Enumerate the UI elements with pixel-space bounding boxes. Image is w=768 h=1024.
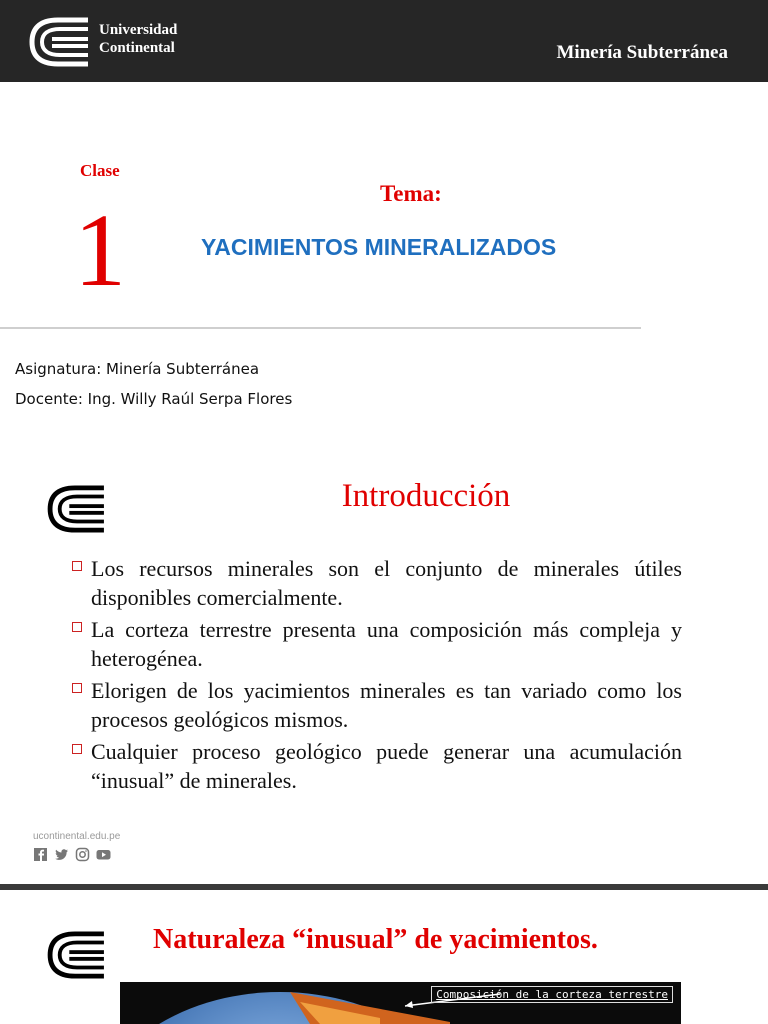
facebook-icon[interactable] xyxy=(33,847,48,862)
clase-number: 1 xyxy=(74,193,126,308)
earth-crust-image xyxy=(120,982,681,1024)
docente-text: Docente: Ing. Willy Raúl Serpa Flores xyxy=(15,390,293,408)
image-caption: Composición de la corteza terrestre xyxy=(431,986,673,1003)
list-item: Los recursos minerales son el conjunto de minerales útiles disponibles comercialmente. xyxy=(72,554,682,612)
clase-label: Clase xyxy=(80,161,120,180)
slide-title-naturaleza: Naturaleza “inusual” de yacimientos. xyxy=(153,924,598,955)
social-links xyxy=(33,847,111,862)
list-item: Cualquier proceso geológico puede generar una acumulación “inusual” de minerales. xyxy=(72,737,682,795)
asignatura-text: Asignatura: Minería Subterránea xyxy=(15,360,260,378)
university-logo-icon xyxy=(46,930,108,980)
list-item: Elorigen de los yacimientos minerales es tan variado como los procesos geológicos mismos. xyxy=(72,676,682,734)
slide-gap xyxy=(0,432,768,442)
bullet-square-icon xyxy=(72,622,82,632)
divider xyxy=(0,327,641,329)
university-name: Universidad Continental xyxy=(99,22,178,56)
instagram-icon[interactable] xyxy=(75,847,90,862)
slide-naturaleza xyxy=(0,890,768,1024)
youtube-icon[interactable] xyxy=(96,847,111,862)
tema-title: YACIMIENTOS MINERALIZADOS xyxy=(201,234,557,260)
slide-introduccion xyxy=(0,442,768,884)
bullet-square-icon xyxy=(72,683,82,693)
university-logo-icon xyxy=(28,16,92,68)
footer-url[interactable]: ucontinental.edu.pe xyxy=(33,831,121,842)
course-title: Minería Subterránea xyxy=(556,42,728,63)
slide-title-introduccion: Introducción xyxy=(341,478,511,514)
list-item: La corteza terrestre presenta una composición más compleja y heterogénea. xyxy=(72,615,682,673)
slide-title xyxy=(0,0,768,432)
bullet-square-icon xyxy=(72,561,82,571)
bullet-list xyxy=(72,554,682,798)
tema-label: Tema: xyxy=(380,181,442,206)
twitter-icon[interactable] xyxy=(54,847,69,862)
bullet-square-icon xyxy=(72,744,82,754)
header-bar xyxy=(0,0,768,82)
